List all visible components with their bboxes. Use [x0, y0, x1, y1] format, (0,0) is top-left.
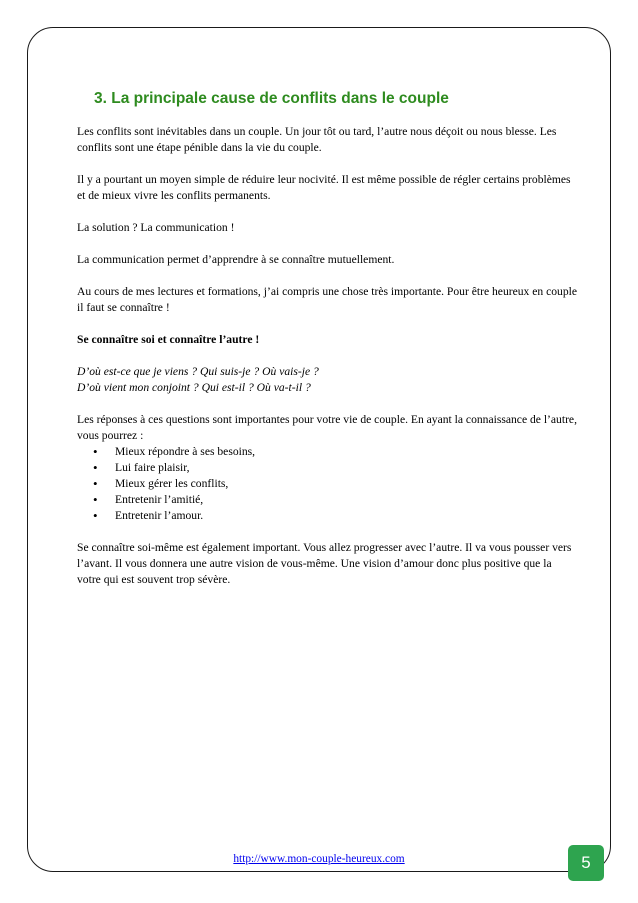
paragraph: Il y a pourtant un moyen simple de réduire leur nocivité. Il est même possible de régler certains problèmes et de mieux vivre les conflits permanents.: [77, 173, 571, 202]
italic-question-line: D’où est-ce que je viens ? Qui suis-je ? Où vais-je ?: [77, 365, 319, 378]
bullet-icon: •: [93, 508, 98, 523]
list-item: • Entretenir l’amitié,: [93, 492, 204, 507]
bullet-icon: •: [93, 444, 98, 459]
bullet-icon: •: [93, 460, 98, 475]
closing-paragraph: Se connaître soi-même est également important. Vous allez progresser avec l’autre. Il va vous pousser vers l’avant. Il vous donnera une autre vision de vous-même. Une vision d’amour donc plus positive que la votre qui est souvent trop sévère.: [77, 541, 572, 586]
italic-questions: [77, 364, 577, 396]
bullet-icon: •: [93, 476, 98, 491]
list-intro: Les réponses à ces questions sont importantes pour votre vie de couple. En ayant la connaissance de l’autre, vous pourrez :: [77, 413, 577, 442]
page-number-badge: 5: [568, 845, 604, 881]
paragraph: La solution ? La communication !: [77, 221, 235, 234]
bullet-icon: •: [93, 492, 98, 507]
paragraph: Les conflits sont inévitables dans un couple. Un jour tôt ou tard, l’autre nous déçoit ou nous blesse. Les conflits sont une étape pénible dans la vie du couple.: [77, 125, 557, 154]
paragraph: La communication permet d’apprendre à se connaître mutuellement.: [77, 253, 395, 266]
benefits-list: [77, 444, 577, 524]
bold-statement: Se connaître soi et connaître l’autre !: [77, 333, 260, 346]
italic-question-line: D’où vient mon conjoint ? Qui est-il ? Où va-t-il ?: [77, 381, 311, 394]
list-item: • Lui faire plaisir,: [93, 460, 190, 475]
paragraph: Au cours de mes lectures et formations, j’ai compris une chose très importante. Pour être heureux en couple il faut se connaître !: [77, 285, 577, 314]
list-item: • Mieux répondre à ses besoins,: [93, 444, 256, 459]
website-link[interactable]: http://www.mon-couple-heureux.com: [233, 853, 405, 865]
body-text: [77, 124, 577, 604]
section-heading: 3. La principale cause de conflits dans le couple: [94, 90, 449, 107]
list-item: • Mieux gérer les conflits,: [93, 476, 229, 491]
list-item: • Entretenir l’amour.: [93, 508, 204, 523]
